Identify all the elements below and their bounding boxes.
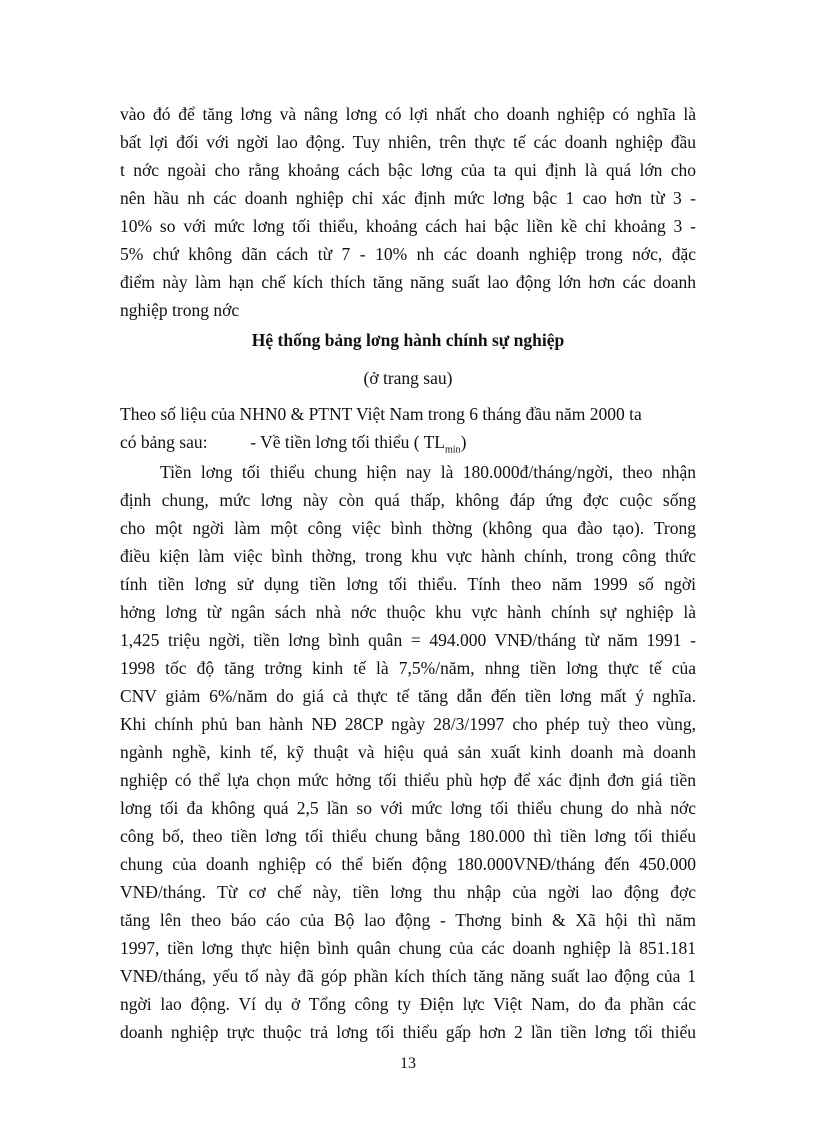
text-line: hởng lơng từ ngân sách nhà nớc thuộc khu vực hành chính sự nghiệp là <box>120 602 696 622</box>
text-line: định chung, mức lơng này còn quá thấp, không đáp ứng đợc cuộc sống <box>120 490 696 510</box>
text-line: cho một ngời làm một công việc bình thờng (không qua đào tạo). Trong <box>120 518 696 538</box>
text-line: VNĐ/tháng. Từ cơ chế này, tiền lơng thu nhập của ngời lao động đợc <box>120 882 696 902</box>
text-line: 1998 tốc độ tăng trởng kinh tế là 7,5%/năm, nhng tiền lơng thực tế của <box>120 658 696 678</box>
intro-label: có bảng sau: <box>120 432 208 452</box>
subscript-min: min <box>445 444 461 456</box>
text-line: tăng lên theo báo cáo của Bộ lao động - Thơng binh & Xã hội thì năm <box>120 910 696 930</box>
text-line: ngành nghề, kinh tế, kỹ thuật và hiệu quả sản xuất kinh doanh mà doanh <box>120 742 696 762</box>
paragraph-2 <box>120 458 696 1046</box>
text-line: điểm này làm hạn chế kích thích tăng năng suất lao động lớn hơn các doanh <box>120 272 696 292</box>
text-line: nghiệp trong nớc <box>120 300 240 320</box>
text-line: vào đó để tăng lơng và nâng lơng có lợi nhất cho doanh nghiệp có nghĩa là <box>120 104 696 124</box>
text-line: tính tiền lơng sử dụng tiền lơng tối thiểu. Tính theo năm 1999 số ngời <box>120 574 696 594</box>
text-line: doanh nghiệp trực thuộc trả lơng tối thiểu gấp hơn 2 lần tiền lơng tối thiểu <box>120 1022 696 1042</box>
text-line: Tiền lơng tối thiểu chung hiện nay là 180.000đ/tháng/ngời, theo nhận <box>160 462 696 482</box>
text-line: 1997, tiền lơng thực hiện bình quân chung của các doanh nghiệp là 851.181 <box>120 938 696 958</box>
closing-paren: ) <box>460 432 467 452</box>
text-line: nghiệp có thể lựa chọn mức hởng tối thiểu phù hợp để xác định đơn giá tiền <box>120 770 696 790</box>
text-line: 1,425 triệu ngời, tiền lơng bình quân = 494.000 VNĐ/tháng từ năm 1991 - <box>120 630 696 650</box>
text-line: t nớc ngoài cho rằng khoảng cách bậc lơng của ta qui định là quá lớn cho <box>120 160 696 180</box>
text-line: điều kiện làm việc bình thờng, trong khu vực hành chính, trong công thức <box>120 546 696 566</box>
text-line: lơng tối đa không quá 2,5 lần so với mức lơng tối thiểu chung do nhà nớc <box>120 798 696 818</box>
text-line: Theo số liệu của NHN0 & PTNT Việt Nam trong 6 tháng đầu năm 2000 ta <box>120 404 642 424</box>
section-heading: Hệ thống bảng lơng hành chính sự nghiệp <box>251 330 565 350</box>
section-subheading: (ở trang sau) <box>363 368 453 388</box>
text-line: bất lợi đối với ngời lao động. Tuy nhiên, trên thực tế các doanh nghiệp đầu <box>120 132 696 152</box>
paragraph-1 <box>120 100 696 324</box>
text-line: 10% so với mức lơng tối thiểu, khoảng cách hai bậc liền kề chỉ khoảng 3 - <box>120 216 696 236</box>
text-line: VNĐ/tháng, yếu tố này đã góp phần kích thích tăng năng suất lao động của 1 <box>120 966 696 986</box>
intro-minimum-wage: - Về tiền lơng tối thiểu ( TL <box>250 432 445 452</box>
text-line: chung của doanh nghiệp có thể biến động 180.000VNĐ/tháng đến 450.000 <box>120 854 696 874</box>
text-line: CNV giảm 6%/năm do giá cả thực tế tăng dẫn đến tiền lơng mất ý nghĩa. <box>120 686 696 706</box>
text-line: ngời lao động. Ví dụ ở Tổng công ty Điện lực Việt Nam, do đa phần các <box>120 994 696 1014</box>
text-line: nên hầu nh các doanh nghiệp chỉ xác định mức lơng bậc 1 cao hơn từ 3 - <box>120 188 696 208</box>
text-line: Khi chính phủ ban hành NĐ 28CP ngày 28/3/1997 cho phép tuỳ theo vùng, <box>120 714 696 734</box>
text-line <box>120 428 696 456</box>
page-number: 13 <box>400 1055 416 1072</box>
text-line: 5% chứ không dãn cách từ 7 - 10% nh các doanh nghiệp trong nớc, đặc <box>120 244 696 264</box>
intro-paragraph <box>120 400 696 456</box>
text-line: công bố, theo tiền lơng tối thiểu chung bằng 180.000 thì tiền lơng tối thiểu <box>120 826 696 846</box>
